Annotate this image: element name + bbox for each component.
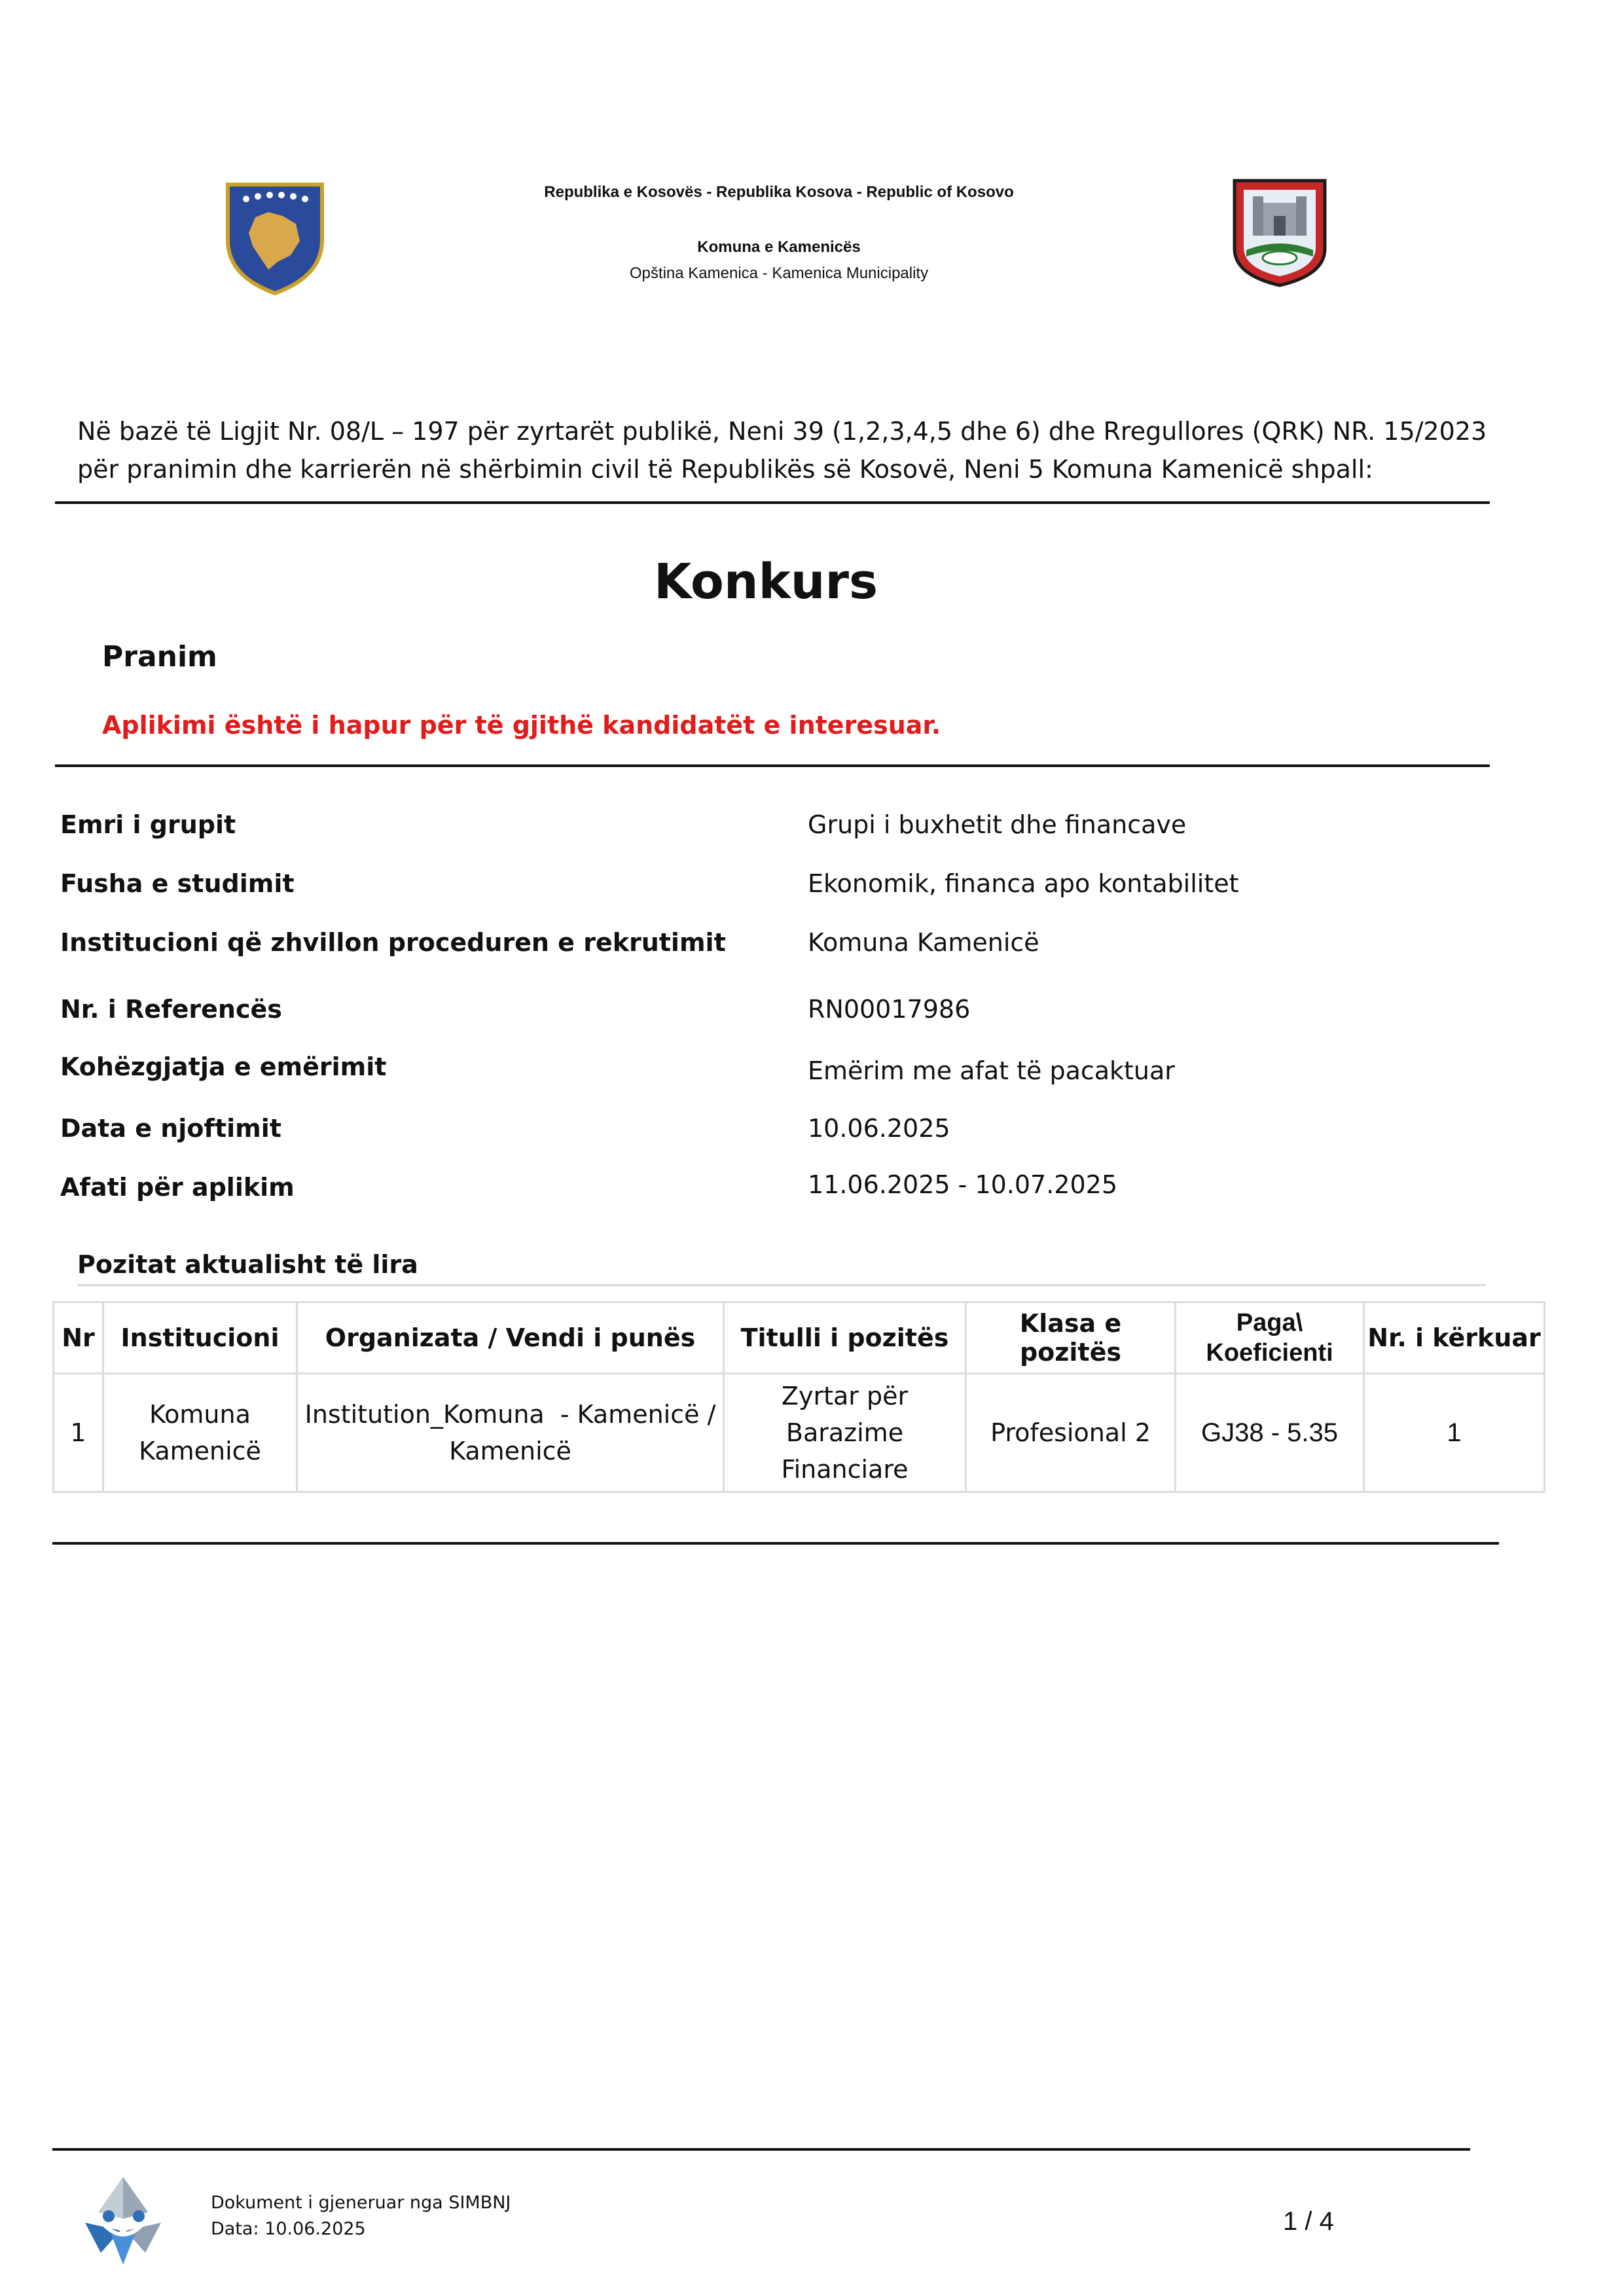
cell-nr: 1	[54, 1374, 103, 1492]
field-value-reference: RN00017986	[808, 995, 971, 1024]
field-label-institution: Institucioni që zhvillon proceduren e rekrutimit	[60, 928, 726, 957]
cell-required-count: 1	[1364, 1374, 1545, 1492]
simbnj-logo-icon	[82, 2174, 164, 2267]
header-municipality: Komuna e Kamenicës	[697, 238, 861, 256]
column-header-position-class: Klasa e pozitës	[966, 1302, 1176, 1374]
cell-organization-line-2: Kamenicë	[449, 1437, 571, 1465]
field-value-group-name: Grupi i buxhetit dhe financave	[808, 810, 1187, 839]
column-header-salary-line-1: Paga\	[1236, 1309, 1303, 1336]
field-value-institution: Komuna Kamenicë	[808, 928, 1039, 957]
column-header-position-title: Titulli i pozitës	[724, 1302, 966, 1374]
divider	[55, 501, 1490, 504]
footer-generated-by: Dokument i gjeneruar nga SIMBNJ	[211, 2193, 511, 2213]
header-municipality-translations: Opština Kamenica - Kamenica Municipality	[629, 264, 929, 282]
application-notice: Aplikimi është i hapur për të gjithë kandidatët e interesuar.	[102, 711, 941, 740]
kamenica-coat-of-arms-icon	[1231, 177, 1329, 288]
cell-institution	[103, 1374, 297, 1492]
field-label-reference: Nr. i Referencës	[60, 995, 282, 1024]
field-label-application-deadline: Afati për aplikim	[60, 1173, 295, 1202]
cell-institution-line-1: Komuna	[149, 1400, 251, 1429]
footer-date: Data: 10.06.2025	[211, 2219, 366, 2239]
divider	[55, 764, 1490, 767]
positions-table	[52, 1301, 1545, 1493]
page-number: 1 / 4	[1283, 2207, 1334, 2236]
positions-section-title: Pozitat aktualisht të lira	[77, 1250, 418, 1279]
field-value-duration: Emërim me afat të pacaktuar	[808, 1056, 1175, 1085]
cell-position-title-line-3: Financiare	[781, 1455, 909, 1484]
field-label-group-name: Emri i grupit	[60, 810, 236, 839]
column-header-organization: Organizata / Vendi i punës	[297, 1302, 724, 1374]
cell-organization	[297, 1374, 724, 1492]
table-header-row	[54, 1302, 1545, 1374]
footer-divider	[52, 2148, 1470, 2151]
field-label-notice-date: Data e njoftimit	[60, 1114, 281, 1143]
legal-basis-paragraph	[77, 412, 1491, 488]
column-header-required-count: Nr. i kërkuar	[1364, 1302, 1545, 1374]
subtitle: Pranim	[102, 640, 217, 673]
cell-position-title	[724, 1374, 966, 1492]
cell-position-title-line-2: Barazime	[785, 1418, 904, 1447]
cell-institution-line-2: Kamenicë	[139, 1437, 261, 1465]
cell-organization-line-1: Institution_Komuna - Kamenicë /	[304, 1400, 716, 1429]
column-header-nr: Nr	[54, 1302, 103, 1374]
field-value-field-of-study: Ekonomik, financa apo kontabilitet	[808, 869, 1239, 898]
cell-position-title-line-1: Zyrtar për	[781, 1382, 909, 1410]
column-header-institution: Institucioni	[103, 1302, 297, 1374]
table-row	[54, 1374, 1545, 1492]
field-value-application-deadline: 11.06.2025 - 10.07.2025	[808, 1170, 1118, 1199]
legal-basis-line-2: për pranimin dhe karrierën në shërbimin civil të Republikës së Kosovë, Neni 5 Komuna Kamenicë shpall:	[77, 455, 1373, 484]
field-value-notice-date: 10.06.2025	[808, 1114, 950, 1143]
field-label-duration: Kohëzgjatja e emërimit	[60, 1052, 387, 1081]
field-label-field-of-study: Fusha e studimit	[60, 869, 295, 898]
section-divider	[77, 1284, 1486, 1286]
cell-position-class: Profesional 2	[966, 1374, 1176, 1492]
legal-basis-line-1: Në bazë të Ligjit Nr. 08/L – 197 për zyrtarët publikë, Neni 39 (1,2,3,4,5 dhe 6) dhe Rregullores (QRK) NR. 15/2023	[77, 417, 1487, 446]
header-country: Republika e Kosovës - Republika Kosova - Republic of Kosovo	[544, 183, 1014, 201]
column-header-salary	[1176, 1302, 1364, 1374]
divider	[52, 1542, 1499, 1545]
cell-salary: GJ38 - 5.35	[1176, 1374, 1364, 1492]
column-header-salary-line-2: Koeficienti	[1206, 1339, 1333, 1367]
page-title: Konkurs	[654, 554, 878, 610]
